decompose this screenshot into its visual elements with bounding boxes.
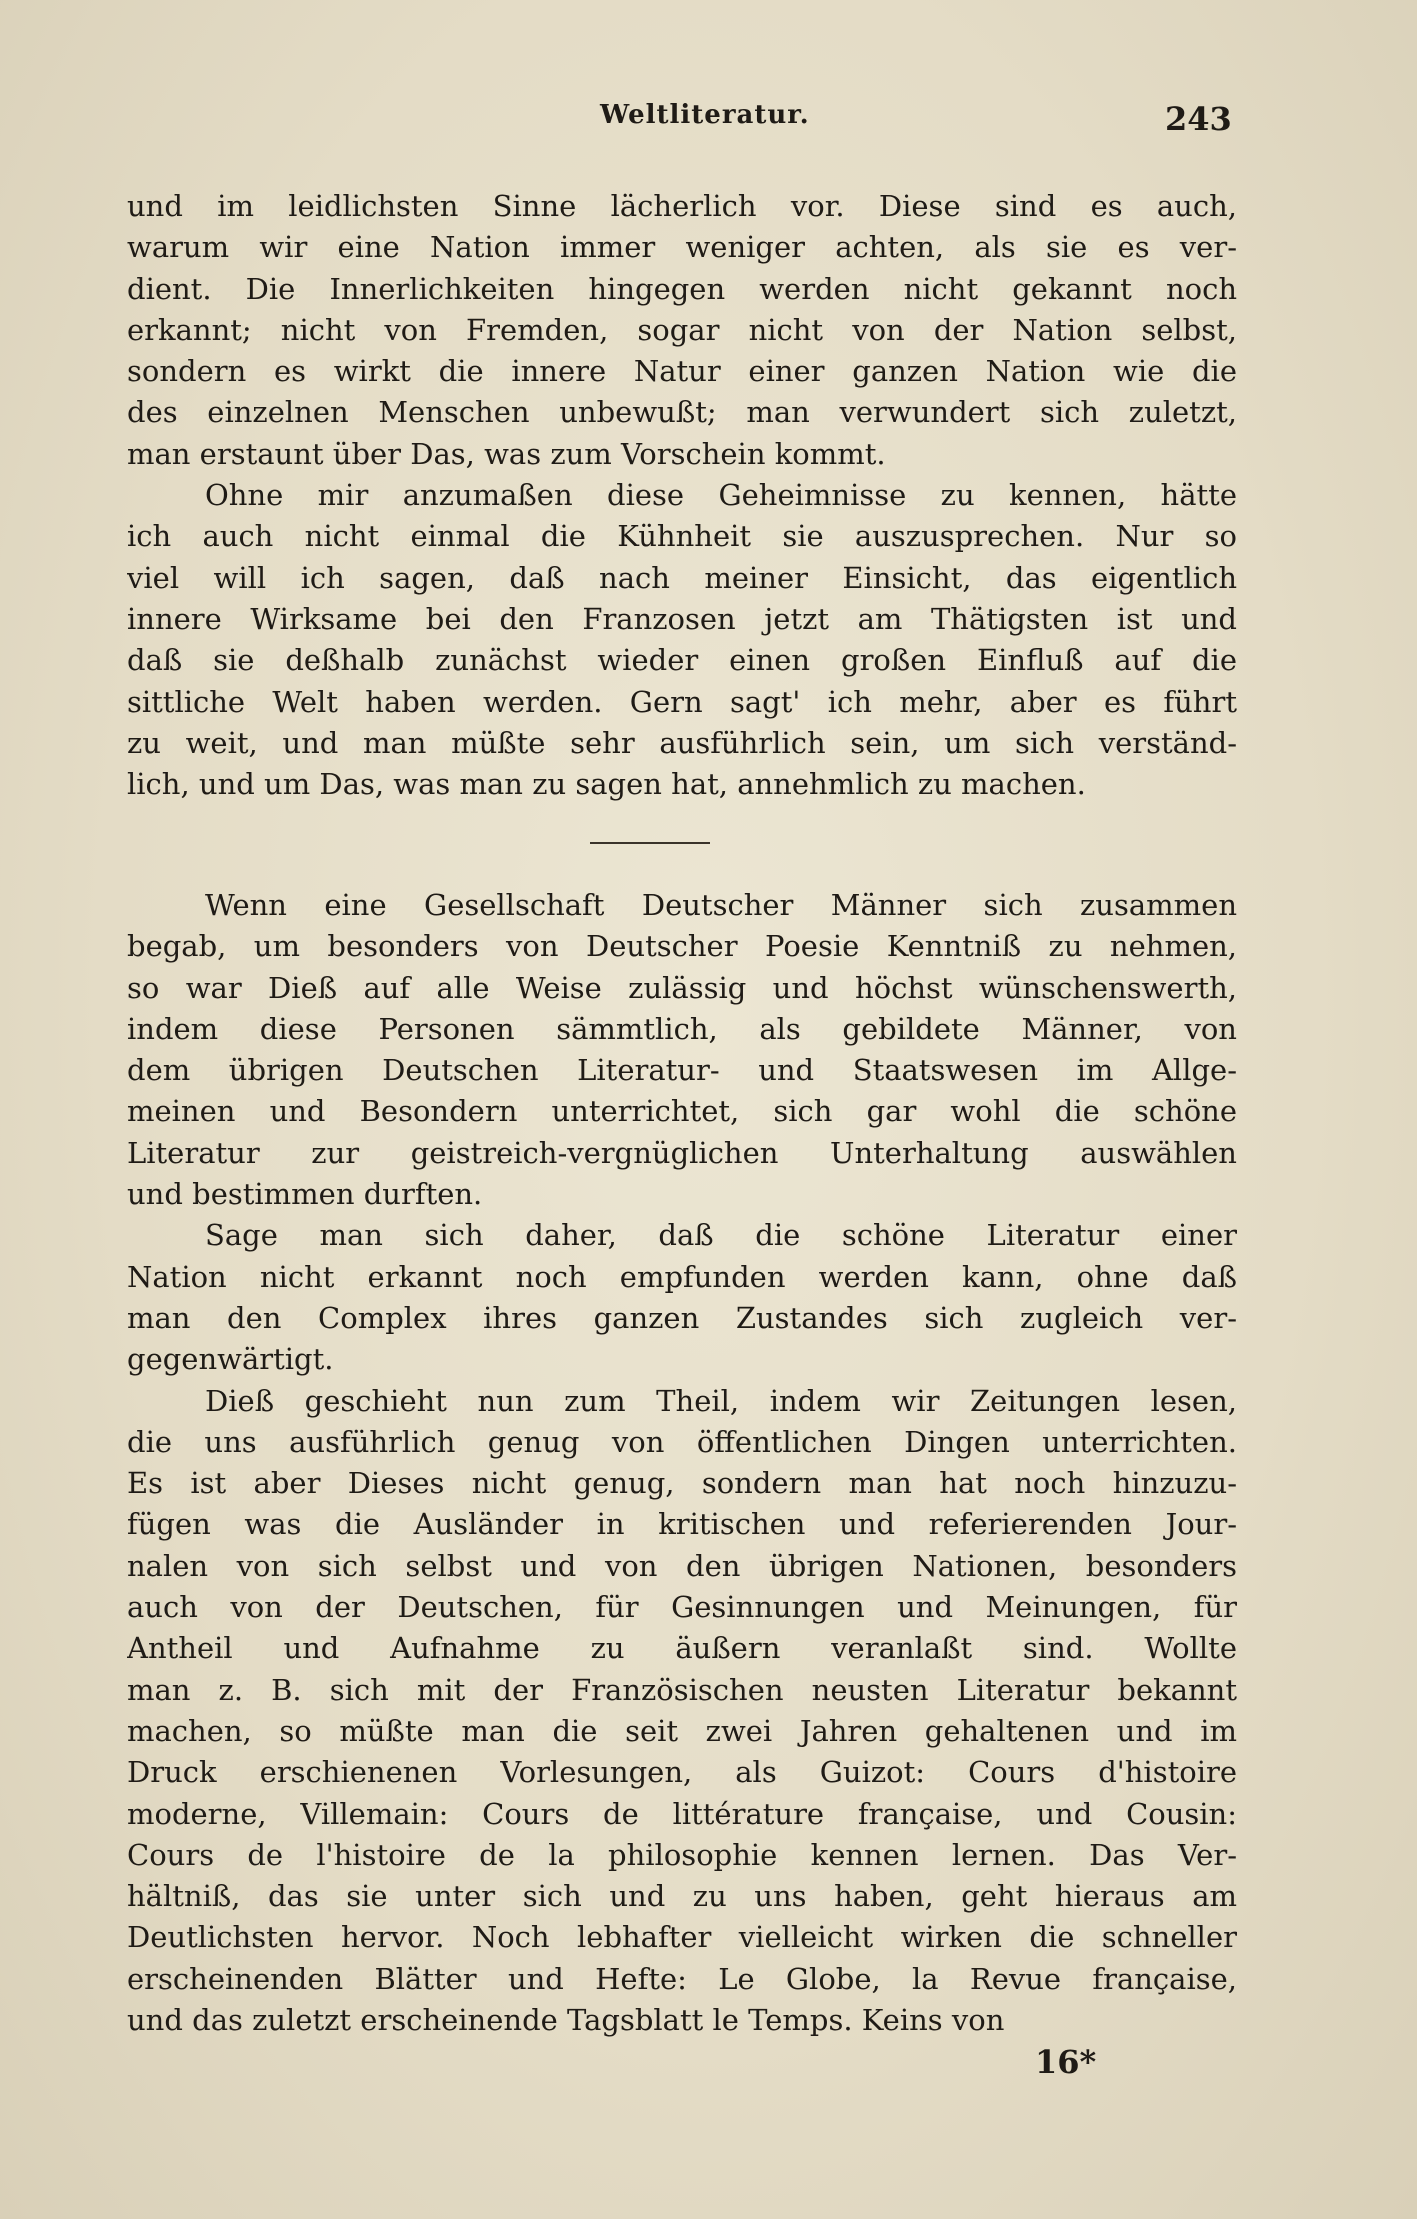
text-line: so war Dieß auf alle Weise zulässig und höchst wünschenswerth, (127, 970, 1237, 1005)
text-line: und das zuletzt erscheinende Tagsblatt le Temps. Keins von (127, 2003, 1005, 2038)
text-line: und bestimmen durften. (127, 1177, 483, 1212)
text-line: und im leidlichsten Sinne lächerlich vor. Diese sind es auch, (127, 189, 1237, 223)
text-line: zu weit, und man müßte sehr ausführlich sein, um sich verständ- (127, 725, 1237, 760)
text-line: Nation nicht erkannt noch empfunden werden kann, ohne daß (127, 1259, 1237, 1294)
running-title: Weltliteratur. (600, 100, 810, 130)
paragraph (127, 1215, 1237, 1380)
text-line: Druck erschienenen Vorlesungen, als Guizot: Cours d'histoire (127, 1755, 1237, 1790)
signature-mark: 16* (1035, 2043, 1097, 2081)
text-line: erkannt; nicht von Fremden, sogar nicht von der Nation selbst, (127, 312, 1237, 347)
text-line: daß sie deßhalb zunächst wieder einen großen Einfluß auf die (127, 643, 1237, 678)
text-line: des einzelnen Menschen unbewußt; man verwundert sich zuletzt, (127, 395, 1237, 430)
text-block-bottom (127, 885, 1237, 2041)
text-line: begab, um besonders von Deutscher Poesie Kenntniß zu nehmen, (127, 929, 1237, 964)
text-line: Wenn eine Gesellschaft Deutscher Männer sich zusammen (205, 888, 1237, 922)
text-line: Sage man sich daher, daß die schöne Literatur einer (205, 1218, 1237, 1253)
section-separator (590, 842, 710, 844)
text-line: Ohne mir anzumaßen diese Geheimnisse zu kennen, hätte (205, 478, 1237, 513)
text-line: nalen von sich selbst und von den übrigen Nationen, besonders (127, 1548, 1237, 1583)
page-number: 243 (1165, 100, 1232, 138)
text-block-top (127, 186, 1237, 805)
text-line: sondern es wirkt die innere Natur einer ganzen Nation wie die (127, 354, 1237, 389)
text-line: man erstaunt über Das, was zum Vorschein kommt. (127, 436, 886, 471)
paragraph (127, 475, 1237, 805)
text-line: Cours de l'histoire de la philosophie kennen lernen. Das Ver- (127, 1837, 1237, 1872)
text-line: Literatur zur geistreich-vergnüglichen Unterhaltung auswählen (127, 1135, 1237, 1170)
text-line: indem diese Personen sämmtlich, als gebildete Männer, von (127, 1011, 1237, 1046)
text-line: innere Wirksame bei den Franzosen jetzt am Thätigsten ist und (127, 601, 1237, 636)
text-line: lich, und um Das, was man zu sagen hat, annehmlich zu machen. (127, 767, 1086, 802)
page-header (0, 100, 1417, 150)
text-line: Antheil und Aufnahme zu äußern veranlaßt sind. Wollte (127, 1631, 1237, 1666)
paragraph (127, 885, 1237, 1215)
text-line: gegenwärtigt. (127, 1342, 334, 1377)
text-line: Es ist aber Dieses nicht genug, sondern man hat noch hinzuzu- (127, 1466, 1237, 1501)
text-line: dem übrigen Deutschen Literatur- und Staatswesen im Allge- (127, 1053, 1237, 1088)
text-line: meinen und Besondern unterrichtet, sich gar wohl die schöne (127, 1094, 1237, 1129)
text-line: erscheinenden Blätter und Hefte: Le Globe, la Revue française, (127, 1961, 1237, 1996)
text-line: moderne, Villemain: Cours de littérature française, und Cousin: (127, 1796, 1237, 1831)
text-line: man den Complex ihres ganzen Zustandes sich zugleich ver- (127, 1300, 1237, 1335)
text-line: machen, so müßte man die seit zwei Jahren gehaltenen und im (127, 1713, 1237, 1748)
text-line: dient. Die Innerlichkeiten hingegen werden nicht gekannt noch (127, 271, 1237, 306)
text-line: warum wir eine Nation immer weniger achten, als sie es ver- (127, 230, 1237, 265)
paragraph (127, 1381, 1237, 2042)
text-line: ich auch nicht einmal die Kühnheit sie auszusprechen. Nur so (127, 519, 1237, 554)
paragraph (127, 186, 1237, 475)
text-line: man z. B. sich mit der Französischen neusten Literatur bekannt (127, 1672, 1237, 1707)
text-line: fügen was die Ausländer in kritischen und referierenden Jour- (127, 1507, 1237, 1542)
text-line: hältniß, das sie unter sich und zu uns haben, geht hieraus am (127, 1879, 1237, 1914)
text-line: Deutlichsten hervor. Noch lebhafter vielleicht wirken die schneller (127, 1920, 1237, 1955)
text-line: die uns ausführlich genug von öffentlichen Dingen unterrichten. (127, 1424, 1237, 1459)
text-line: viel will ich sagen, daß nach meiner Einsicht, das eigentlich (127, 560, 1237, 595)
text-line: auch von der Deutschen, für Gesinnungen und Meinungen, für (127, 1590, 1237, 1625)
text-line: sittliche Welt haben werden. Gern sagt' ich mehr, aber es führt (127, 684, 1237, 719)
text-line: Dieß geschieht nun zum Theil, indem wir Zeitungen lesen, (205, 1383, 1237, 1418)
